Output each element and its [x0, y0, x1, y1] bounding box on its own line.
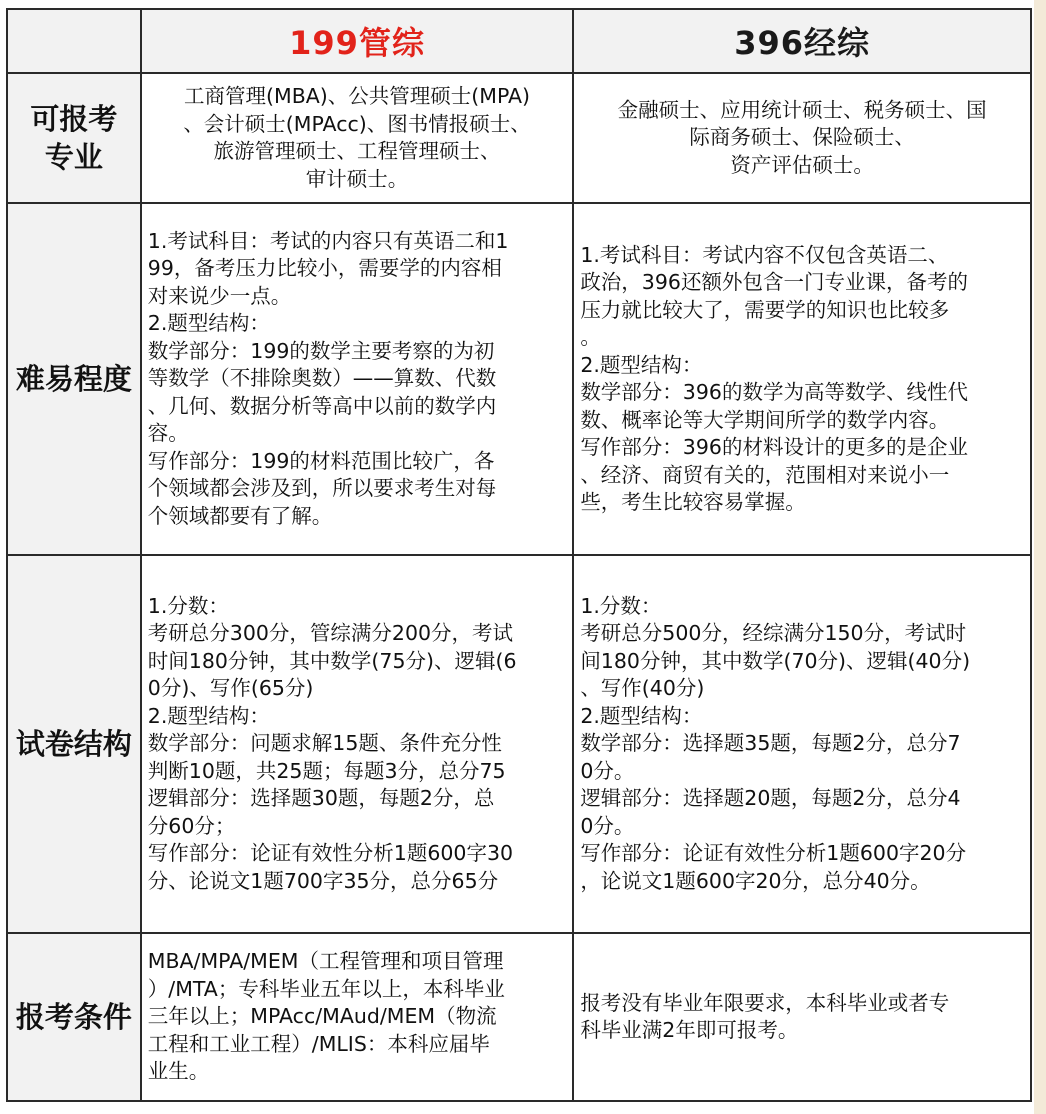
cell-conditions-199 [141, 933, 574, 1101]
cell-difficulty-199 [141, 203, 574, 555]
cell-conditions-199-text: MBA/MPA/MEM（工程管理和项目管理 ）/MTA；专科毕业五年以上，本科毕业 三年以上；MPAcc/MAud/MEM（物流 工程和工业工程）/MLIS：本科应届毕 业生。 [147, 949, 505, 1084]
table-row-difficulty [7, 203, 1031, 555]
page-edge [1034, 0, 1046, 1114]
row-label-conditions-text: 报考条件 [15, 1000, 132, 1034]
cell-structure-396-text: 1.分数： 考研总分500分，经综满分150分，考试时 间180分钟，其中数学(70分)、逻辑(40分) 、写作(40分) 2.题型结构： 数学部分：选择题35题，每题2分，总分7 0分。 逻辑部分：选择题20题，每题2分，总分4 0分。 写作部分：论证有效性分析1题600字20分 ，论说文1题600字20分，总分40分。 [580, 593, 971, 893]
row-label-difficulty-text: 难易程度 [15, 362, 132, 396]
cell-difficulty-396-text: 1.考试科目：考试内容不仅包含英语二、 政治，396还额外包含一门专业课，备考的 压力就比较大了，需要学的知识也比较多 。 2.题型结构： 数学部分：396的数学为高等数学、线性代 数、概率论等大学期间所学的数学内容。 写作部分：396的材料设计的更多的是企业 、经济、商贸有关的，范围相对来说小一 些，考生比较容易掌握。 [580, 242, 968, 514]
cell-conditions-396 [573, 933, 1031, 1101]
cell-majors-396-text: 金融硕士、应用统计硕士、税务硕士、国 际商务硕士、保险硕士、 资产评估硕士。 [617, 97, 987, 177]
comparison-table [6, 8, 1032, 1102]
table-row-majors [7, 73, 1031, 203]
row-label-majors [7, 73, 141, 203]
header-396 [573, 9, 1031, 73]
header-396-title: 396经综 [734, 24, 871, 62]
cell-difficulty-396 [573, 203, 1031, 555]
header-199-title: 199管综 [289, 24, 425, 62]
cell-structure-199 [141, 555, 574, 933]
cell-difficulty-199-text: 1.考试科目：考试的内容只有英语二和1 99，备考压力比较小，需要学的内容相 对来说少一点。 2.题型结构： 数学部分：199的数学主要考察的为初 等数学（不排除奥数）——算数、代数 、几何、数据分析等高中以前的数学内 容。 写作部分：199的材料范围比较广，各 个领域都会涉及到，所以要求考生对每 个领域都要有了解。 [147, 228, 509, 528]
table-corner-cell [7, 9, 141, 73]
header-199 [141, 9, 574, 73]
row-label-structure-text: 试卷结构 [15, 727, 132, 761]
row-label-difficulty [7, 203, 141, 555]
cell-structure-396 [573, 555, 1031, 933]
row-label-conditions [7, 933, 141, 1101]
cell-majors-199-text: 工商管理(MBA)、公共管理硕士(MPA) 、会计硕士(MPAcc)、图书情报硕士、 旅游管理硕士、工程管理硕士、 审计硕士。 [183, 84, 531, 191]
row-label-majors-text: 可报考 专业 [30, 102, 118, 174]
cell-majors-396 [573, 73, 1031, 203]
cell-structure-199-text: 1.分数： 考研总分300分，管综满分200分，考试 时间180分钟，其中数学(75分)、逻辑(6 0分)、写作(65分) 2.题型结构： 数学部分：问题求解15题、条件充分性 判断10题，共25题；每题3分，总分75 逻辑部分：选择题30题，每题2分，总 分60分； 写作部分：论证有效性分析1题600字30 分、论说文1题700字35分，总分65分 [147, 593, 517, 893]
cell-majors-199 [141, 73, 574, 203]
table-header-row [7, 9, 1031, 73]
table-row-conditions [7, 933, 1031, 1101]
cell-conditions-396-text: 报考没有毕业年限要求，本科毕业或者专 科毕业满2年即可报考。 [580, 990, 950, 1042]
table-row-structure [7, 555, 1031, 933]
row-label-structure [7, 555, 141, 933]
